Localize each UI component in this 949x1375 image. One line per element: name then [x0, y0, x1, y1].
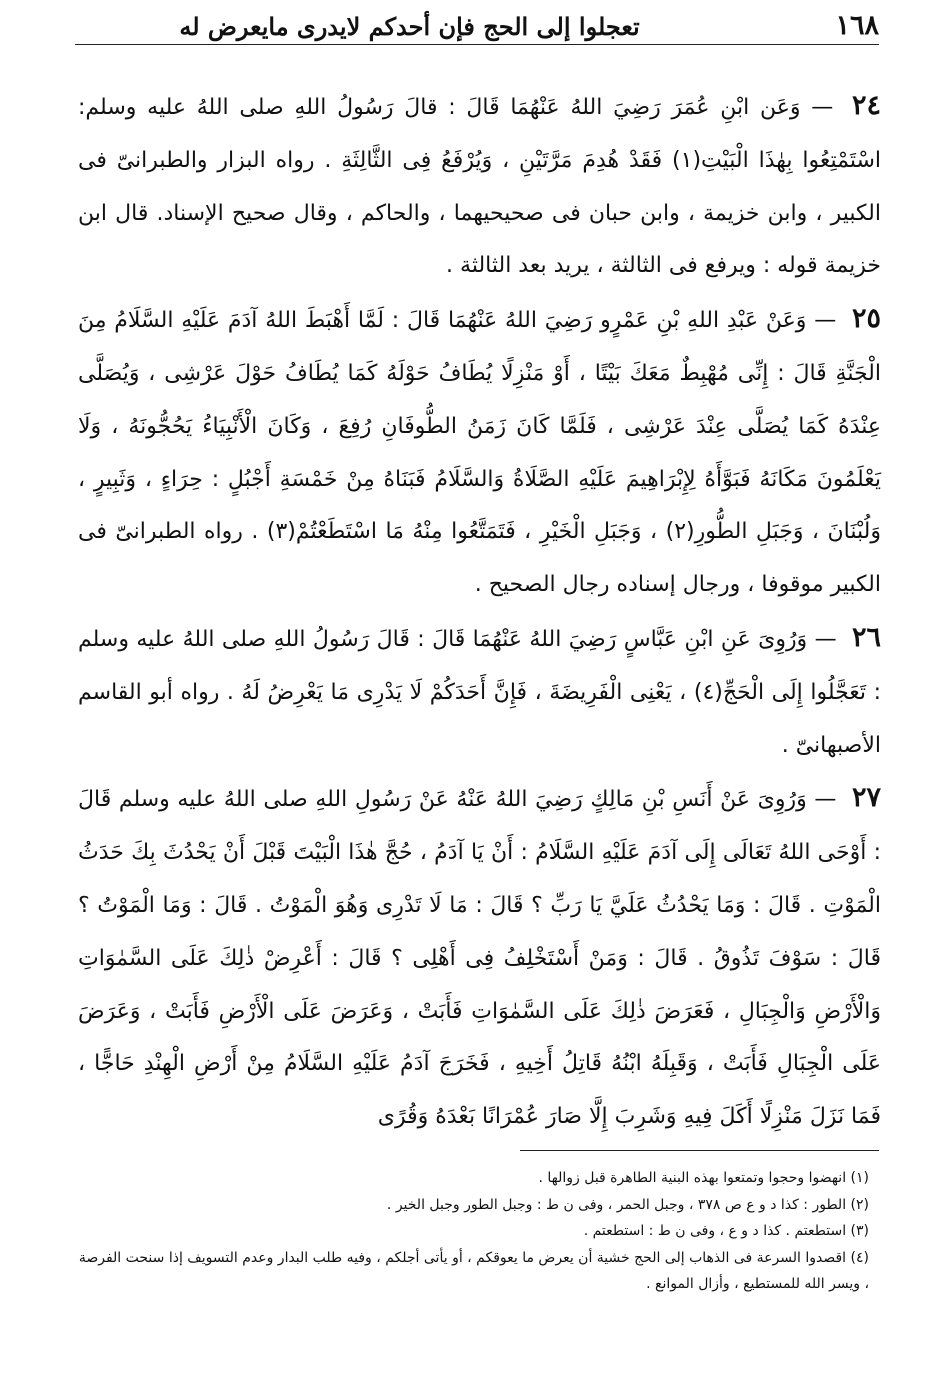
footnote-4: (٤) اقصدوا السرعة فى الذهاب إلى الحج خشية أن يعرض ما يعوقكم ، أو يأتى أجلكم ، وفيه طلب البدار وعدم التسويف إذا سنحت الفرصة ، ويسر الله للمستطيع ، وأزال الموانع . [78, 1249, 869, 1292]
header-rule [75, 44, 879, 45]
main-text [78, 80, 881, 1144]
entry-text: — وَعَن ابْنِ عُمَرَ رَضِيَ اللهُ عَنْهُمَا قَالَ : قالَ رَسُولُ اللهِ صلى اللهُ عليه وسلم: اسْتَمْتِعُوا بِهٰذَا الْبَيْتِ(١) فَقَدْ هُدِمَ مَرَّتَيْنِ ، وَيُرْفَعُ فِى الثَّالِثَةِ . رواه البزار والطبرانىّ فى الكبير ، وابن خزيمة ، وابن حبان فى صحيحيهما ، والحاكم ، وقال صحيح الإسناد. قال ابن خزيمة قوله : ويرفع فى الثالثة ، يريد بعد الثالثة . [78, 95, 881, 279]
entry-number: ٢٥ [851, 303, 881, 335]
hadith-entry-26 [78, 612, 881, 772]
entry-text: — وَعَنْ عَبْدِ اللهِ بْنِ عَمْرٍو رَضِيَ اللهُ عَنْهُمَا قَالَ : لَمَّا أَهْبَطَ اللهُ آدَمَ عَلَيْهِ السَّلَامُ مِنَ الْجَنَّةِ قَالَ : إِنِّى مُهْبِطٌ مَعَكَ بَيْتًا ، أَوْ مَنْزِلًا يُطَافُ حَوْلَهُ كَمَا يُطَافُ حَوْلَ عَرْشِى ، وَيُصَلَّى عِنْدَهُ كَمَا يُصَلَّى عِنْدَ عَرْشِى ، فَلَمَّا كَانَ زَمَنُ الطُّوفَانِ رُفِعَ ، وَكَانَ الْأَنْبِيَاءُ يَحُجُّونَهُ ، وَلَا يَعْلَمُونَ مَكَانَهُ فَبَوَّأَهُ لِإِبْرَاهِيمَ عَلَيْهِ الصَّلَاةُ وَالسَّلَامُ فَبَنَاهُ مِنْ خَمْسَةِ أَجْبُلٍ : حِرَاءٍ ، وَثَبِيرٍ ، وَلُبْنَانَ ، وَجَبَلِ الطُّورِ(٢) ، وَجَبَلِ الْخَيْرِ ، فَتَمَتَّعُوا مِنْهُ مَا اسْتَطَعْتُمْ(٣) . رواه الطبرانىّ فى الكبير موقوفا ، ورجال إسناده رجال الصحيح . [78, 308, 881, 598]
page-number: ١٦٨ [835, 10, 879, 41]
footnote-rule [520, 1150, 879, 1151]
entry-number: ٢٦ [852, 621, 882, 653]
entry-text: — وَرُوِىَ عَنْ أَنَسِ بْنِ مَالِكٍ رَضِيَ اللهُ عَنْهُ عَنْ رَسُولِ اللهِ صلى اللهُ عليه وسلم قَالَ : أَوْحَى اللهُ تَعَالَى إِلَى آدَمَ عَلَيْهِ السَّلَامُ : أَنْ يَا آدَمُ ، حُجَّ هٰذَا الْبَيْتَ قَبْلَ أَنْ يَحْدُثَ بِكَ حَدَثُ الْمَوْتِ . قَالَ : وَمَا يَحْدُثُ عَلَيَّ يَا رَبِّ ؟ قَالَ : مَا لَا تَدْرِى وَهُوَ الْمَوْتُ . قَالَ : وَمَا الْمَوْتُ ؟ قَالَ : سَوْفَ تَذُوقُ . قَالَ : وَمَنْ أَسْتَخْلِفُ فِى أَهْلِى ؟ قَالَ : أَعْرِضْ ذٰلِكَ عَلَى السَّمٰوَاتِ وَالْأَرْضِ وَالْجِبَالِ ، فَعَرَضَ ذٰلِكَ عَلَى السَّمٰوَاتِ فَأَبَتْ ، وَعَرَضَ عَلَى الْأَرْضِ فَأَبَتْ ، وَعَرَضَ عَلَى الْجِبَالِ فَأَبَتْ ، وَقَبِلَهُ ابْنُهُ قَاتِلُ أَخِيهِ ، فَخَرَجَ آدَمُ عَلَيْهِ السَّلَامُ مِنْ أَرْضِ الْهِنْدِ حَاجًّا ، فَمَا نَزَلَ مَنْزِلًا أَكَلَ فِيهِ وَشَرِبَ إِلَّا صَارَ عُمْرَانًا بَعْدَهُ وَقُرًى [78, 787, 881, 1130]
running-title: تعجلوا إلى الحج فإن أحدكم لايدرى مايعرض له [179, 12, 640, 41]
hadith-entry-27 [78, 772, 881, 1144]
footnote-2: (٢) الطور : كذا د و ع ص ٣٧٨ ، وجبل الحمر ، وفى ن ط : وجبل الطور وجبل الخير . [386, 1196, 869, 1213]
footnote-1: (١) انهضوا وحجوا وتمتعوا بهذه البنية الطاهرة قبل زوالها . [538, 1170, 869, 1186]
entry-number: ٢٤ [852, 90, 882, 121]
footnotes [78, 1165, 869, 1298]
entry-number: ٢٧ [851, 782, 881, 814]
footnote-3: (٣) استطعتم . كذا د و ع ، وفى ن ط : استطعتم . [583, 1223, 869, 1239]
hadith-entry-25 [78, 293, 881, 612]
entry-text: — وَرُوِىَ عَنِ ابْنِ عَبَّاسٍ رَضِيَ اللهُ عَنْهُمَا قَالَ : قَالَ رَسُولُ اللهِ صلى اللهُ عليه وسلم : تَعَجَّلُوا إِلَى الْحَجِّ(٤) ، يَعْنِى الْفَرِيضَةَ ، فَإِنَّ أَحَدَكُمْ لَا يَدْرِى مَا يَعْرِضُ لَهُ . رواه أبو القاسم الأصبهانىّ . [78, 626, 882, 758]
page-header [70, 10, 879, 44]
hadith-entry-24 [78, 80, 881, 293]
